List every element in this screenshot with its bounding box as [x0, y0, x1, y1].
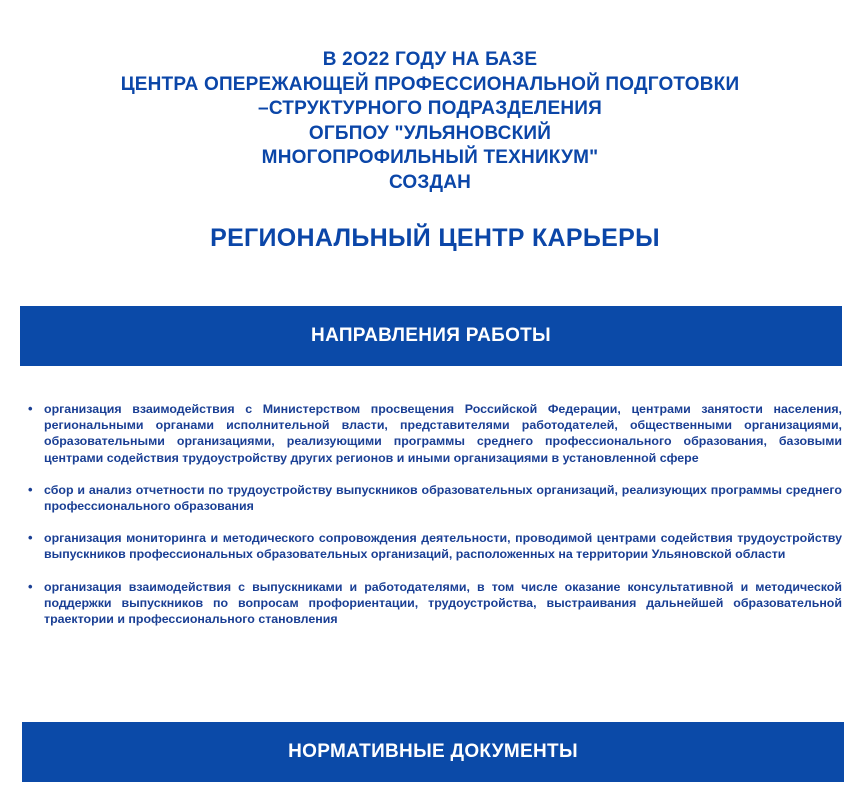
- directions-list: [26, 401, 842, 643]
- directions-banner: [20, 306, 842, 366]
- list-item: [26, 482, 842, 514]
- list-item-text: сбор и анализ отчетности по трудоустройству выпускников образовательных организаций, реализующих программы среднего профессионального образования: [44, 482, 842, 514]
- bullet-icon: •: [28, 401, 33, 416]
- header-line-3: –СТРУКТУРНОГО ПОДРАЗДЕЛЕНИЯ: [258, 98, 602, 119]
- list-item-text: организация мониторинга и методического сопровождения деятельности, проводимой центрами содействия трудоустройству выпускников профессиональных образовательных организаций, расположенных на территории Ульяновской области: [44, 531, 842, 562]
- bullet-icon: •: [28, 481, 33, 497]
- header-line-5: МНОГОПРОФИЛЬНЫЙ ТЕХНИКУМ": [261, 147, 599, 168]
- list-item: [26, 579, 842, 628]
- header-line-6: СОЗДАН: [388, 171, 472, 193]
- list-item: [26, 530, 842, 562]
- list-item: [26, 401, 842, 466]
- header-block: [0, 48, 860, 195]
- list-item-text: организация взаимодействия с Министерством просвещения Российской Федерации, центрами занятости населения, региональными органами исполнительной власти, представителями работодателей, общественными организациями, образовательными организациями, реализующими программы среднего профессионального образования, базовыми центрами содействия трудоустройству других регионов и иными организациями в установленной сфере: [44, 402, 842, 465]
- center-title: РЕГИОНАЛЬНЫЙ ЦЕНТР КАРЬЕРЫ: [210, 224, 660, 252]
- bullet-icon: •: [28, 530, 33, 546]
- header-line-4: ОГБПОУ "УЛЬЯНОВСКИЙ: [308, 122, 552, 144]
- header-line-1: В 2О22 ГОДУ НА БАЗЕ: [322, 49, 538, 70]
- list-item-text: организация взаимодействия с выпускниками и работодателями, в том числе оказание консультативной и методической поддержки выпускников по вопросам профориентации, трудоустройства, выстраивания дальнейшей образовательной траектории и профессионального становления: [44, 579, 842, 627]
- documents-banner: [22, 722, 844, 782]
- directions-banner-title: НАПРАВЛЕНИЯ РАБОТЫ: [311, 325, 551, 346]
- header-line-2: ЦЕНТРА ОПЕРЕЖАЮЩЕЙ ПРОФЕССИОНАЛЬНОЙ ПОДГОТОВКИ: [120, 73, 740, 95]
- bullet-icon: •: [28, 578, 33, 594]
- documents-banner-title: НОРМАТИВНЫЕ ДОКУМЕНТЫ: [288, 741, 578, 762]
